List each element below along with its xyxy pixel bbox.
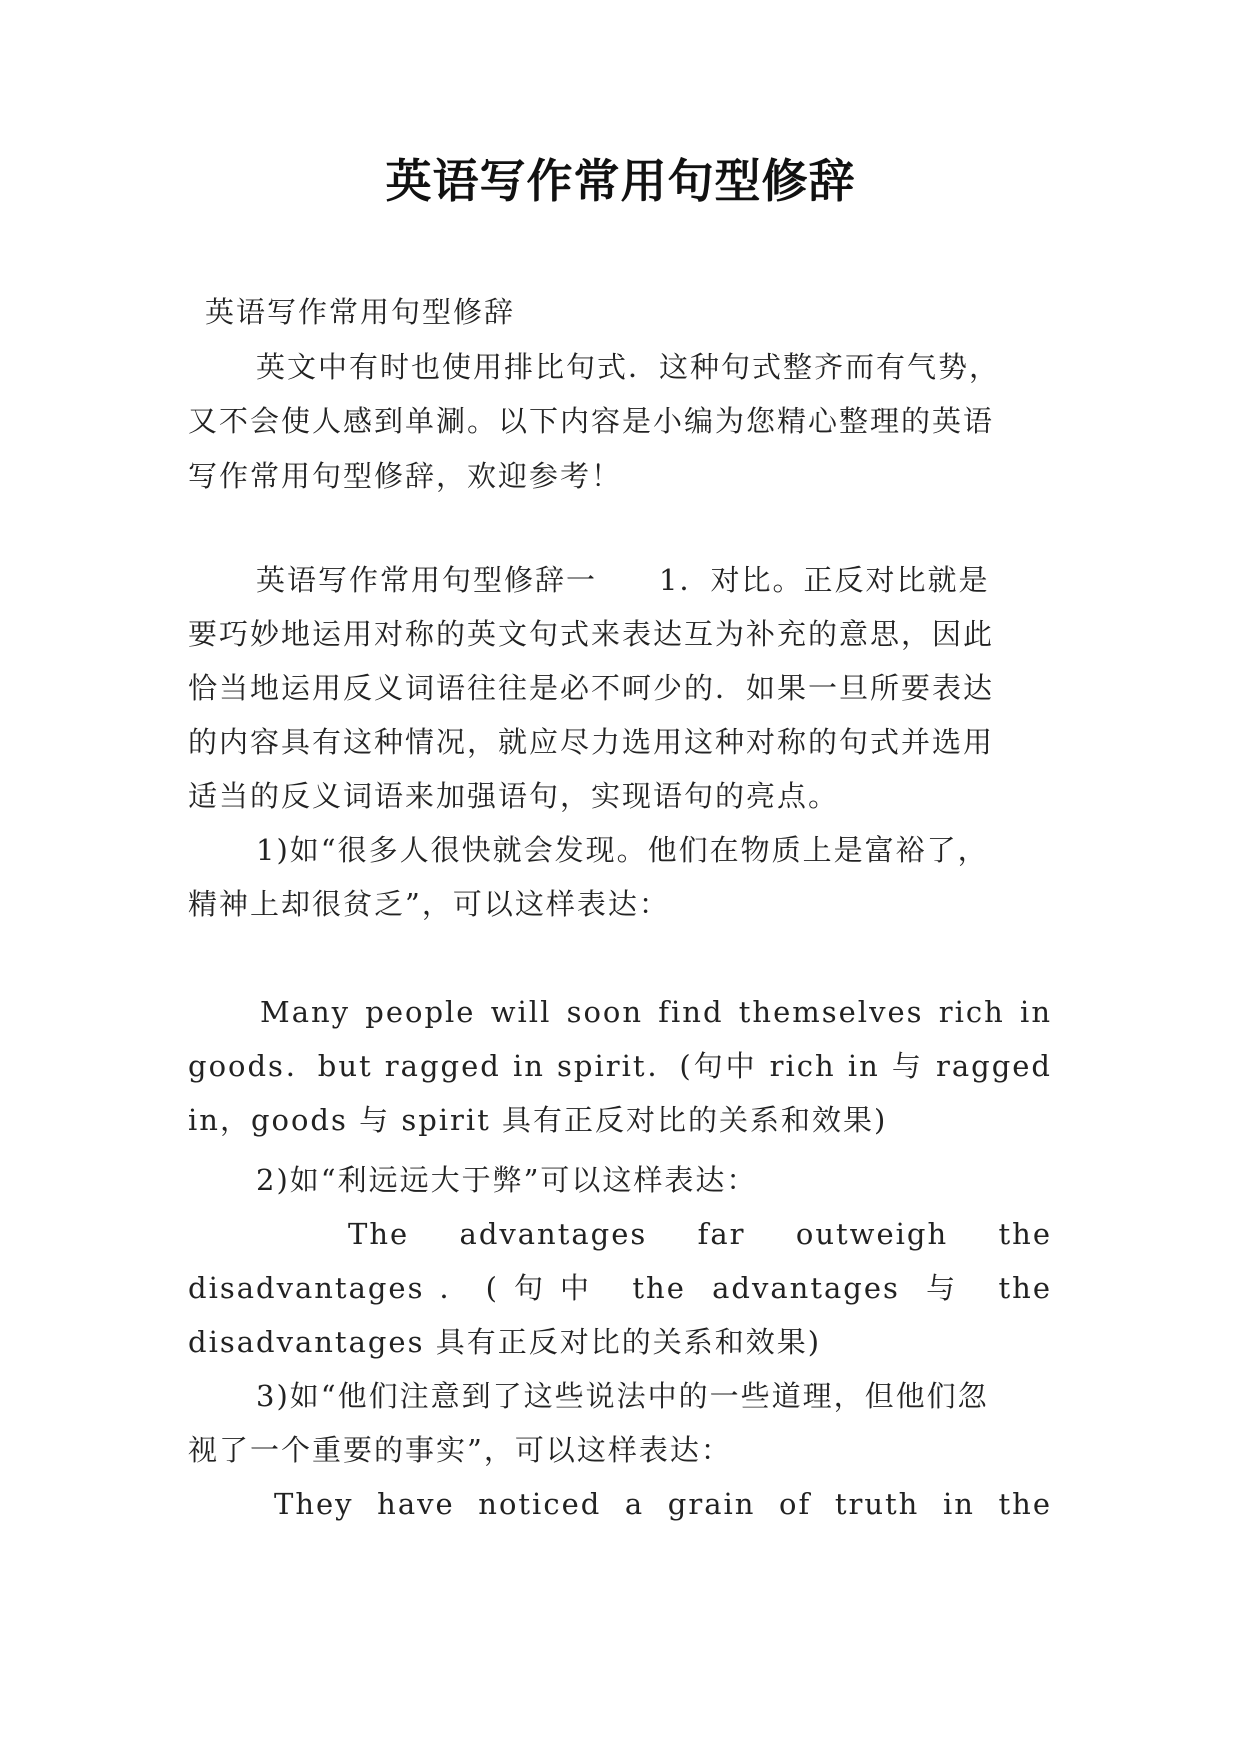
text-line: 英语写作常用句型修辞一 1．对比。正反对比就是 [256,563,990,597]
text-line: in，goods 与 spirit 具有正反对比的关系和效果) [188,1103,888,1137]
text-line: 恰当地运用反义词语往往是必不呵少的．如果一旦所要表达 [188,671,995,705]
text-line: 3)如“他们注意到了这些说法中的一些道理，但他们忽 [256,1379,989,1413]
text-line: The advantages far outweigh the [348,1217,1052,1251]
text-line: 英文中有时也使用排比句式．这种句式整齐而有气势， [256,350,1001,384]
text-line: disadvantages 具有正反对比的关系和效果) [188,1325,822,1359]
text-line: Many people will soon find themselves rich in [260,995,1052,1029]
text-line: 又不会使人感到单涮。以下内容是小编为您精心整理的英语 [188,404,995,438]
text-line: disadvantages．(句中 the advantages 与 the [188,1271,1052,1305]
text-line: 视了一个重要的事实”，可以这样表达： [188,1433,732,1467]
page-title: 英语写作常用句型修辞 [385,154,856,208]
subtitle-line: 英语写作常用句型修辞 [205,295,516,329]
text-line: 2)如“利远远大于弊”可以这样表达： [256,1163,758,1197]
text-line: They have noticed a grain of truth in the [274,1487,1052,1521]
text-line: 写作常用句型修辞，欢迎参考！ [188,459,623,493]
text-line: 适当的反义词语来加强语句，实现语句的亮点。 [188,779,840,813]
text-line: 要巧妙地运用对称的英文句式来表达互为补充的意思，因此 [188,617,995,651]
text-line: 1)如“很多人很快就会发现。他们在物质上是富裕了， [256,833,989,867]
text-line: 的内容具有这种情况，就应尽力选用这种对称的句式并选用 [188,725,995,759]
text-line: goods．but ragged in spirit．(句中 rich in 与 ragged [188,1049,1052,1083]
text-line: 精神上却很贫乏”，可以这样表达： [188,887,670,921]
